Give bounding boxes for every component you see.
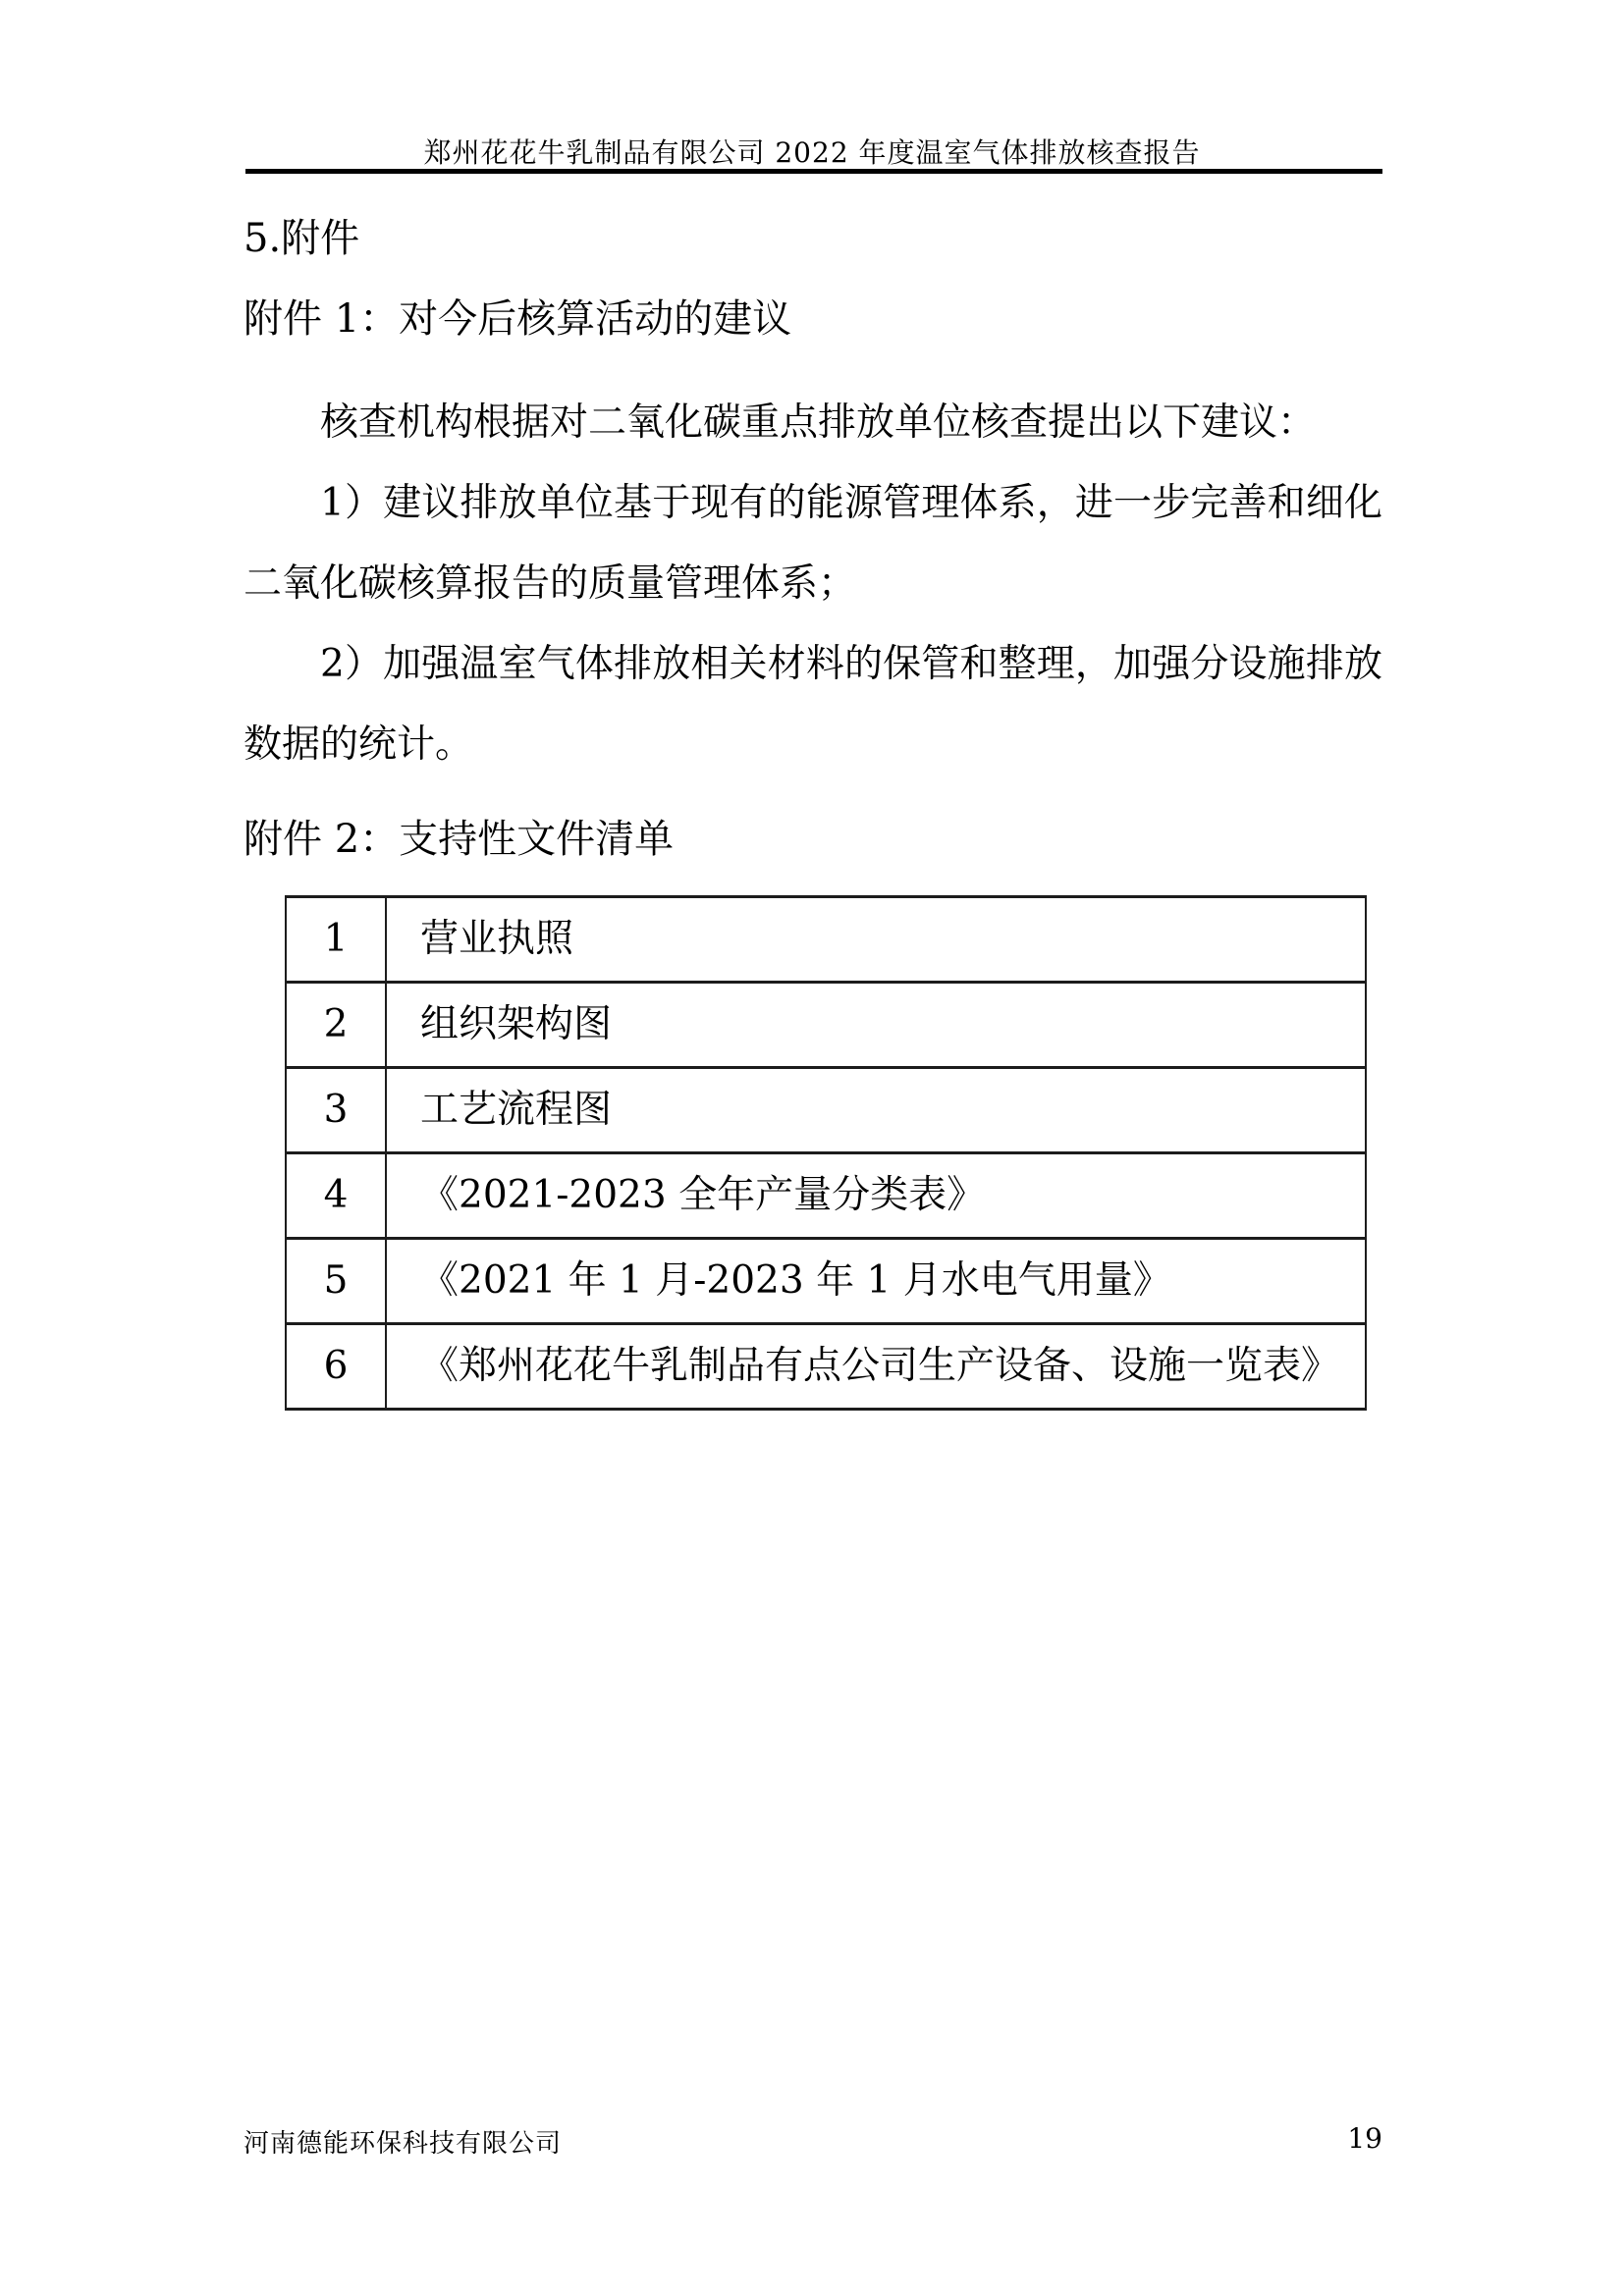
footer-company-name: 河南德能环保科技有限公司	[244, 2129, 563, 2159]
row-file-name: 工艺流程图	[386, 1068, 1366, 1153]
row-number: 5	[286, 1239, 386, 1324]
table-row	[286, 1239, 1366, 1324]
running-header-title: 郑州花花牛乳制品有限公司 2022 年度温室气体排放核查报告	[423, 136, 1201, 169]
attachment1-paragraph-intro: 核查机构根据对二氧化碳重点排放单位核查提出以下建议：	[320, 400, 1317, 445]
row-number: 2	[286, 983, 386, 1068]
table-row	[286, 1324, 1366, 1410]
row-file-name: 《2021-2023 全年产量分类表》	[386, 1153, 1366, 1239]
attachment1-heading: 附件 1：对今后核算活动的建议	[244, 296, 792, 342]
section-title: 5.附件	[244, 216, 360, 261]
attachment1-paragraph-suggestion-2: 2）加强温室气体排放相关材料的保管和整理，加强分设施排放数据的统计。	[244, 642, 1382, 767]
table-row	[286, 1153, 1366, 1239]
attachment2-heading: 附件 2：支持性文件清单	[244, 817, 675, 862]
row-file-name: 《郑州花花牛乳制品有点公司生产设备、设施一览表》	[386, 1324, 1366, 1410]
row-number: 3	[286, 1068, 386, 1153]
row-number: 1	[286, 897, 386, 983]
row-number: 6	[286, 1324, 386, 1410]
row-file-name: 《2021 年 1 月-2023 年 1 月水电气用量》	[386, 1239, 1366, 1324]
attachment1-paragraph-suggestion-1: 1）建议排放单位基于现有的能源管理体系，进一步完善和细化二氧化碳核算报告的质量管理体系；	[244, 481, 1382, 606]
header-rule	[245, 169, 1382, 174]
row-file-name: 营业执照	[386, 897, 1366, 983]
row-number: 4	[286, 1153, 386, 1239]
document-body	[244, 198, 1382, 1411]
footer-page-number: 19	[1347, 2122, 1382, 2155]
row-file-name: 组织架构图	[386, 983, 1366, 1068]
supporting-files-table	[285, 895, 1367, 1411]
table-row	[286, 897, 1366, 983]
table-row	[286, 1068, 1366, 1153]
table-row	[286, 983, 1366, 1068]
